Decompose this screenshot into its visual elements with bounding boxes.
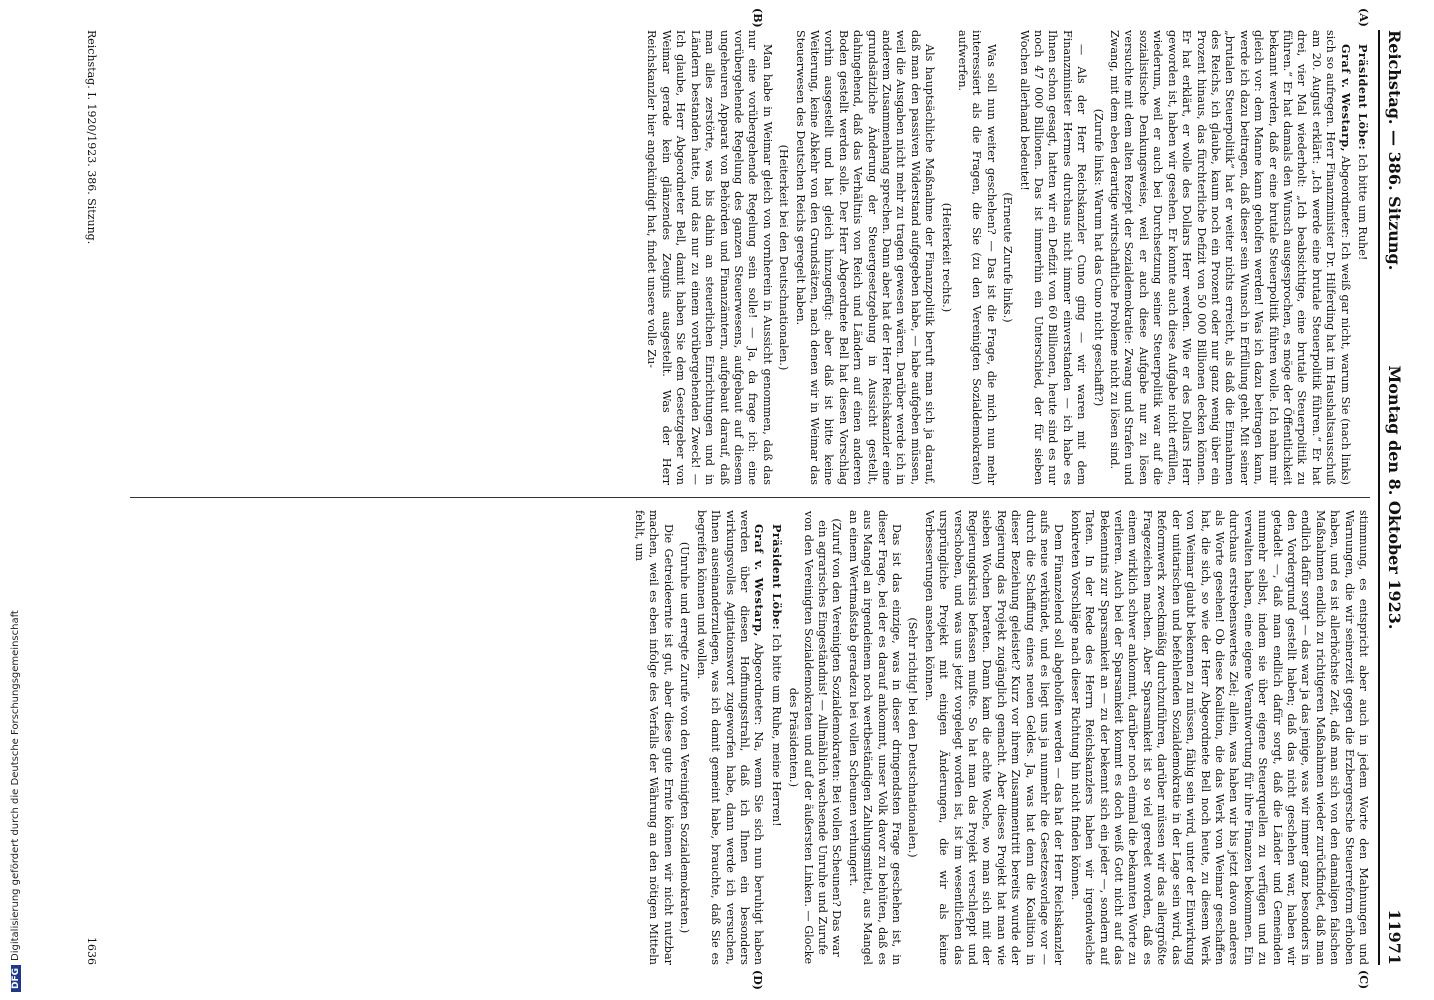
- paragraph: Graf v. Westarp, Abgeordneter: Ich weiß gar nicht, warum Sie (nach links) sich so aufregen. Herr Finanzminister Dr. Hilferding hat im Haushaltsausschuß am 20. August erklärt: „Ich werde eine brutale Steuerpolitik führen.“ Er hat drei, vier Mal wiederholt: „Ich beabsichtige, eine brutale Steuerpolitik zu führen.“ Er hat damals den Wunsch ausgesprochen, es möge der Öffentlichkeit bekannt werden, daß er eine brutale Steuerpolitik führen wolle. Ich nahm mir gleich vor: dem Manne kann geholfen werden! Was ich dazu beitragen kann, werde ich dazu beitragen, daß dieser sein Wunsch in Erfüllung geht. Mit seiner „brutalen Steuerpolitik“ hat er weiter nichts erreicht, als daß die Einnahmen des Reichs, ich glaube, kaum noch ein Prozent oder nur ganz wenig über ein Prozent hinaus, das fürchterliche Defizit von 50 000 Billionen decken können. Er hat erklärt, er wolle des Dollars Herr werden. Wie er des Dollars Herr geworden ist, haben wir gesehen. Er konnte auch diese Aufgabe nicht erfüllen, wiederum, weil er auch bei Durchsetzung seiner Steuerpolitik war auf die sozialistische Denkungsweise, weil er auch diese Aufgabe nur zu lösen versuchte mit dem alten Rezept der Sozialdemokratie: Zwang und Strafen und Zwang, mit dem eben derartige wirtschaftliche Probleme nicht zu lösen sind.: [1108, 30, 1353, 485]
- marker-c: (C): [1357, 970, 1370, 990]
- right-column: [100, 510, 1370, 965]
- paragraph: Man habe in Weimar gleich von vornherein in Aussicht genommen, daß das nur eine vorübergehende Regelung sein solle! — Ja, da frage ich: eine vorübergehende Regelung des ganzen Steuerwesens, aufgebaut auf diesem ungeheuren Apparat von Behörden und Finanzämtern, aufgebaut darauf, daß man alles zerstörte, was bis dahin an steuerlichen Einrichtungen und in Ländern bestanden hatte, und das nur zu einem vorübergehenden Zweck! — Ich glaube, Herr Abgeordneter Bell, damit haben Sie dem Gesetzgeber von Weimar gerade kein glänzendes Zeugnis ausgestellt. Was der Herr Reichskanzler hier angekündigt hat, findet unsere volle Zu-: [645, 30, 774, 485]
- marker-a: (A): [1357, 8, 1370, 27]
- speaker: Graf v. Westarp,: [752, 524, 767, 637]
- interjection: (Zuruf von den Vereinigten Sozialdemokraten: Bei vollen Scheunen? Das war ein agrarisches Eingeständnis! — Allmählich wachsende Unruhe und Zurufe von den Vereinigten Sozialdemokraten und auf der äußersten Linken. — Glocke des Präsidenten.): [787, 510, 844, 965]
- paragraph: Als hauptsächliche Maßnahme der Finanzpolitik beruft man sich ja darauf, daß man den passiven Widerstand aufgegeben habe, — habe aufgeben müssen, weil die Ausgaben nicht mehr zu tragen gewesen wären. Darüber werde ich in anderem Zusammenhang sprechen. Dann aber hat der Herr Reichskanzler eine grundsätzliche Änderung der Steuergesetzgebung in Aussicht gestellt, dahingehend, daß das Verhältnis von Reich und Ländern auf einen anderen Boden gestellt werden solle. Der Herr Abgeordnete Bell hat diesen Vorschlag vorhin ausgestellt und hat gleich hinzugefügt: aber daß ist bitte keine Weiterung, keine Abkehr von den Grundsätzen, nach denen wir in Weimar das Steuerwesen des Deutschen Reichs geregelt haben.: [793, 30, 937, 485]
- interjection: (Sehr richtig! bei den Deutschnationalen.): [906, 617, 920, 858]
- interjection: (Heiterkeit rechts.): [939, 202, 953, 313]
- marker-b: (B): [751, 8, 764, 28]
- paragraph: Graf v. Westarp, Abgeordneter: Na, wenn Sie sich nun beruhigt haben werden über diesen Hoffnungsstrahl, daß ich Ihnen ein besonders wirkungsvolles Agitationswort zugeworfen habe, dann werde ich versuchen, Ihnen auseinanderzulegen, was ich damit gemeint habe, brauchte, daß Sie es begreifen können und wollen.: [694, 510, 767, 965]
- footer-citation: Reichstag. I. 1920/1923. 386. Sitzung.: [85, 30, 98, 245]
- speaker: Präsident Löbe:: [1356, 44, 1370, 151]
- paragraph: Dem Finanzelend soll abgeholfen werden — das hat der Herr Reichskanzler aufs neue verkündet, und es liegt uns ja nunmehr die Gesetzesvorlage vor — durch die Schaffung eines neuen Geldes. Ja, was hat denn die Koalition in dieser Beziehung geleistet? Kurz vor ihrem Zusammentritt bereits wurde der Regierung das Projekt zugänglich gemacht. Aber dieses Projekt hat man wie sieben Wochen beraten. Dann kam die achte Woche, wo man sich mit der Regierungskrisis befassen mußte. So hat man das Projekt verschleppt und verschoben, und was uns jetzt vorgelegt worden ist, ist im wesentlichen das ursprüngliche Projekt mit einigen Änderungen, die wir als keine Verbesserungen ansehen können.: [922, 510, 1066, 965]
- paragraph: Präsident Löbe: Ich bitte um Ruhe!: [1356, 44, 1370, 261]
- footer-number: 1636: [85, 937, 98, 965]
- digitization-credit-text: Digitalisierung gefördert durch die Deutsche Forschungsgemeinschaft: [10, 610, 21, 961]
- page-header: [1382, 30, 1404, 965]
- interjection: (Erneute Zurufe links.): [1001, 192, 1015, 323]
- paragraph: — Als der Herr Reichskanzler Cuno ging — wir waren mit dem Finanzminister Hermes durchaus nicht immer einverstanden — ich habe es Ihnen schon gesagt, hatten wir ein Defizit von 60 Billionen, heute sind es nur noch 47 000 Billionen. Das ist immerhin ein Unterschied, der für sieben Wochen allerhand bedeutet!: [1017, 30, 1089, 485]
- header-rule: [1378, 30, 1380, 965]
- paragraph: Die Getreideernte ist gut, aber diese gute Ernte können wir nicht nutzbar machen, weil es eben infolge des Verfalls der Währung an den nötigen Mitteln fehlt, um: [633, 510, 675, 965]
- column-divider: [130, 497, 1370, 498]
- header-left: Reichstag. — 386. Sitzung.: [1385, 30, 1404, 271]
- left-column: [100, 30, 1370, 485]
- interjection: (Zurufe links: Warum hat das Cuno nicht geschafft?): [1091, 108, 1105, 407]
- speaker: Graf v. Westarp,: [1338, 44, 1353, 153]
- interjection: (Unruhe und erregte Zurufe von den Vereinigten Sozialdemokraten.): [678, 541, 692, 934]
- paragraph: Präsident Löbe: Ich bitte um Ruhe, meine Herren!: [769, 524, 784, 827]
- dfg-logo: DFG: [11, 965, 21, 992]
- interjection: (Heiterkeit bei den Deutschnationalen.): [777, 144, 791, 371]
- speaker: Präsident Löbe:: [769, 524, 784, 631]
- paragraph: stimmung, es entspricht aber auch in jedem Worte den Mahnungen und Warnungen, die wir seinerzeit gegen die Erzbergersche Steuerreform erhoben haben, und es ist allerhöchste Zeit, daß man sich von den damaligen falschen Maßnahmen endlich zu richtigeren Maßnahmen wieder zurückfindet, daß man endlich dafür sorgt — das war ja das jenige, was wir immer ganz besonders in den Vordergrund gestellt haben; daß das nicht geschehen war, haben wir getadelt —, daß man endlich dafür sorgt, daß die Länder und Gemeinden nunmehr selbst, indem sie über eigene Steuerquellen zu verfügen und zu verwalten haben, eine eigene Verantwortung für ihre Finanzen bekommen. Ein durchaus erstrebenswertes Ziel; allein, was haben wir bis jetzt davon anderes als Worte gesehen! Ob diese Koalition, die das Werk von Weimar geschaffen hat, die sich, so wie der Herr Abgeordnete Bell noch heute, zu diesem Werk von Weimar glaubt bekennen zu müssen, fähig sein wird, unter der Einwirkung der unitarischen und befehlenden Sozialdemokratie in der Lage sein wird, das Reformwerk zweckmäßig durchzuführen, darüber müssen wir das allergrößte Fragezeichen machen. Aber Sparsamkeit ist so viel geredet worden, daß es einem wirklich schwer ankommt, darüber noch einmal die bekannten Worte zu verlieren. Auch bei der Sparsamkeit kommt es doch weiß Gott nicht auf das Bekenntnis zur Sparsamkeit an — zu der bekennt sich ein jeder —, sondern auf Taten. In der Rede des Herrn Reichskanzlers haben wir irgendwelche konkreten Vorschläge nach dieser Richtung hin nicht finden können.: [1068, 510, 1370, 965]
- marker-d: (D): [751, 970, 764, 990]
- paragraph: Das ist das einzige, was in dieser dringendsten Frage geschehen ist, in dieser Frage, bei der es darauf ankommt, unser Volk davor zu behüten, daß es aus Mangel an irgendeinem noch wertbeständigen Zahlungsmittel, aus Mangel an einem Wertmaßstab geradezu bei vollen Scheunen verhungert.: [846, 510, 903, 965]
- document-page: [84, 8, 1404, 990]
- header-date: Montag den 8. Oktober 1923.: [1385, 365, 1404, 630]
- paragraph: Was soll nun weiter geschehen? — Das ist die Frage, die mich nun mehr interessiert als die Fragen, die Sie (zu den Vereinigten Sozialdemokraten) aufwerfen.: [956, 30, 998, 485]
- page-number: 11971: [1385, 909, 1404, 965]
